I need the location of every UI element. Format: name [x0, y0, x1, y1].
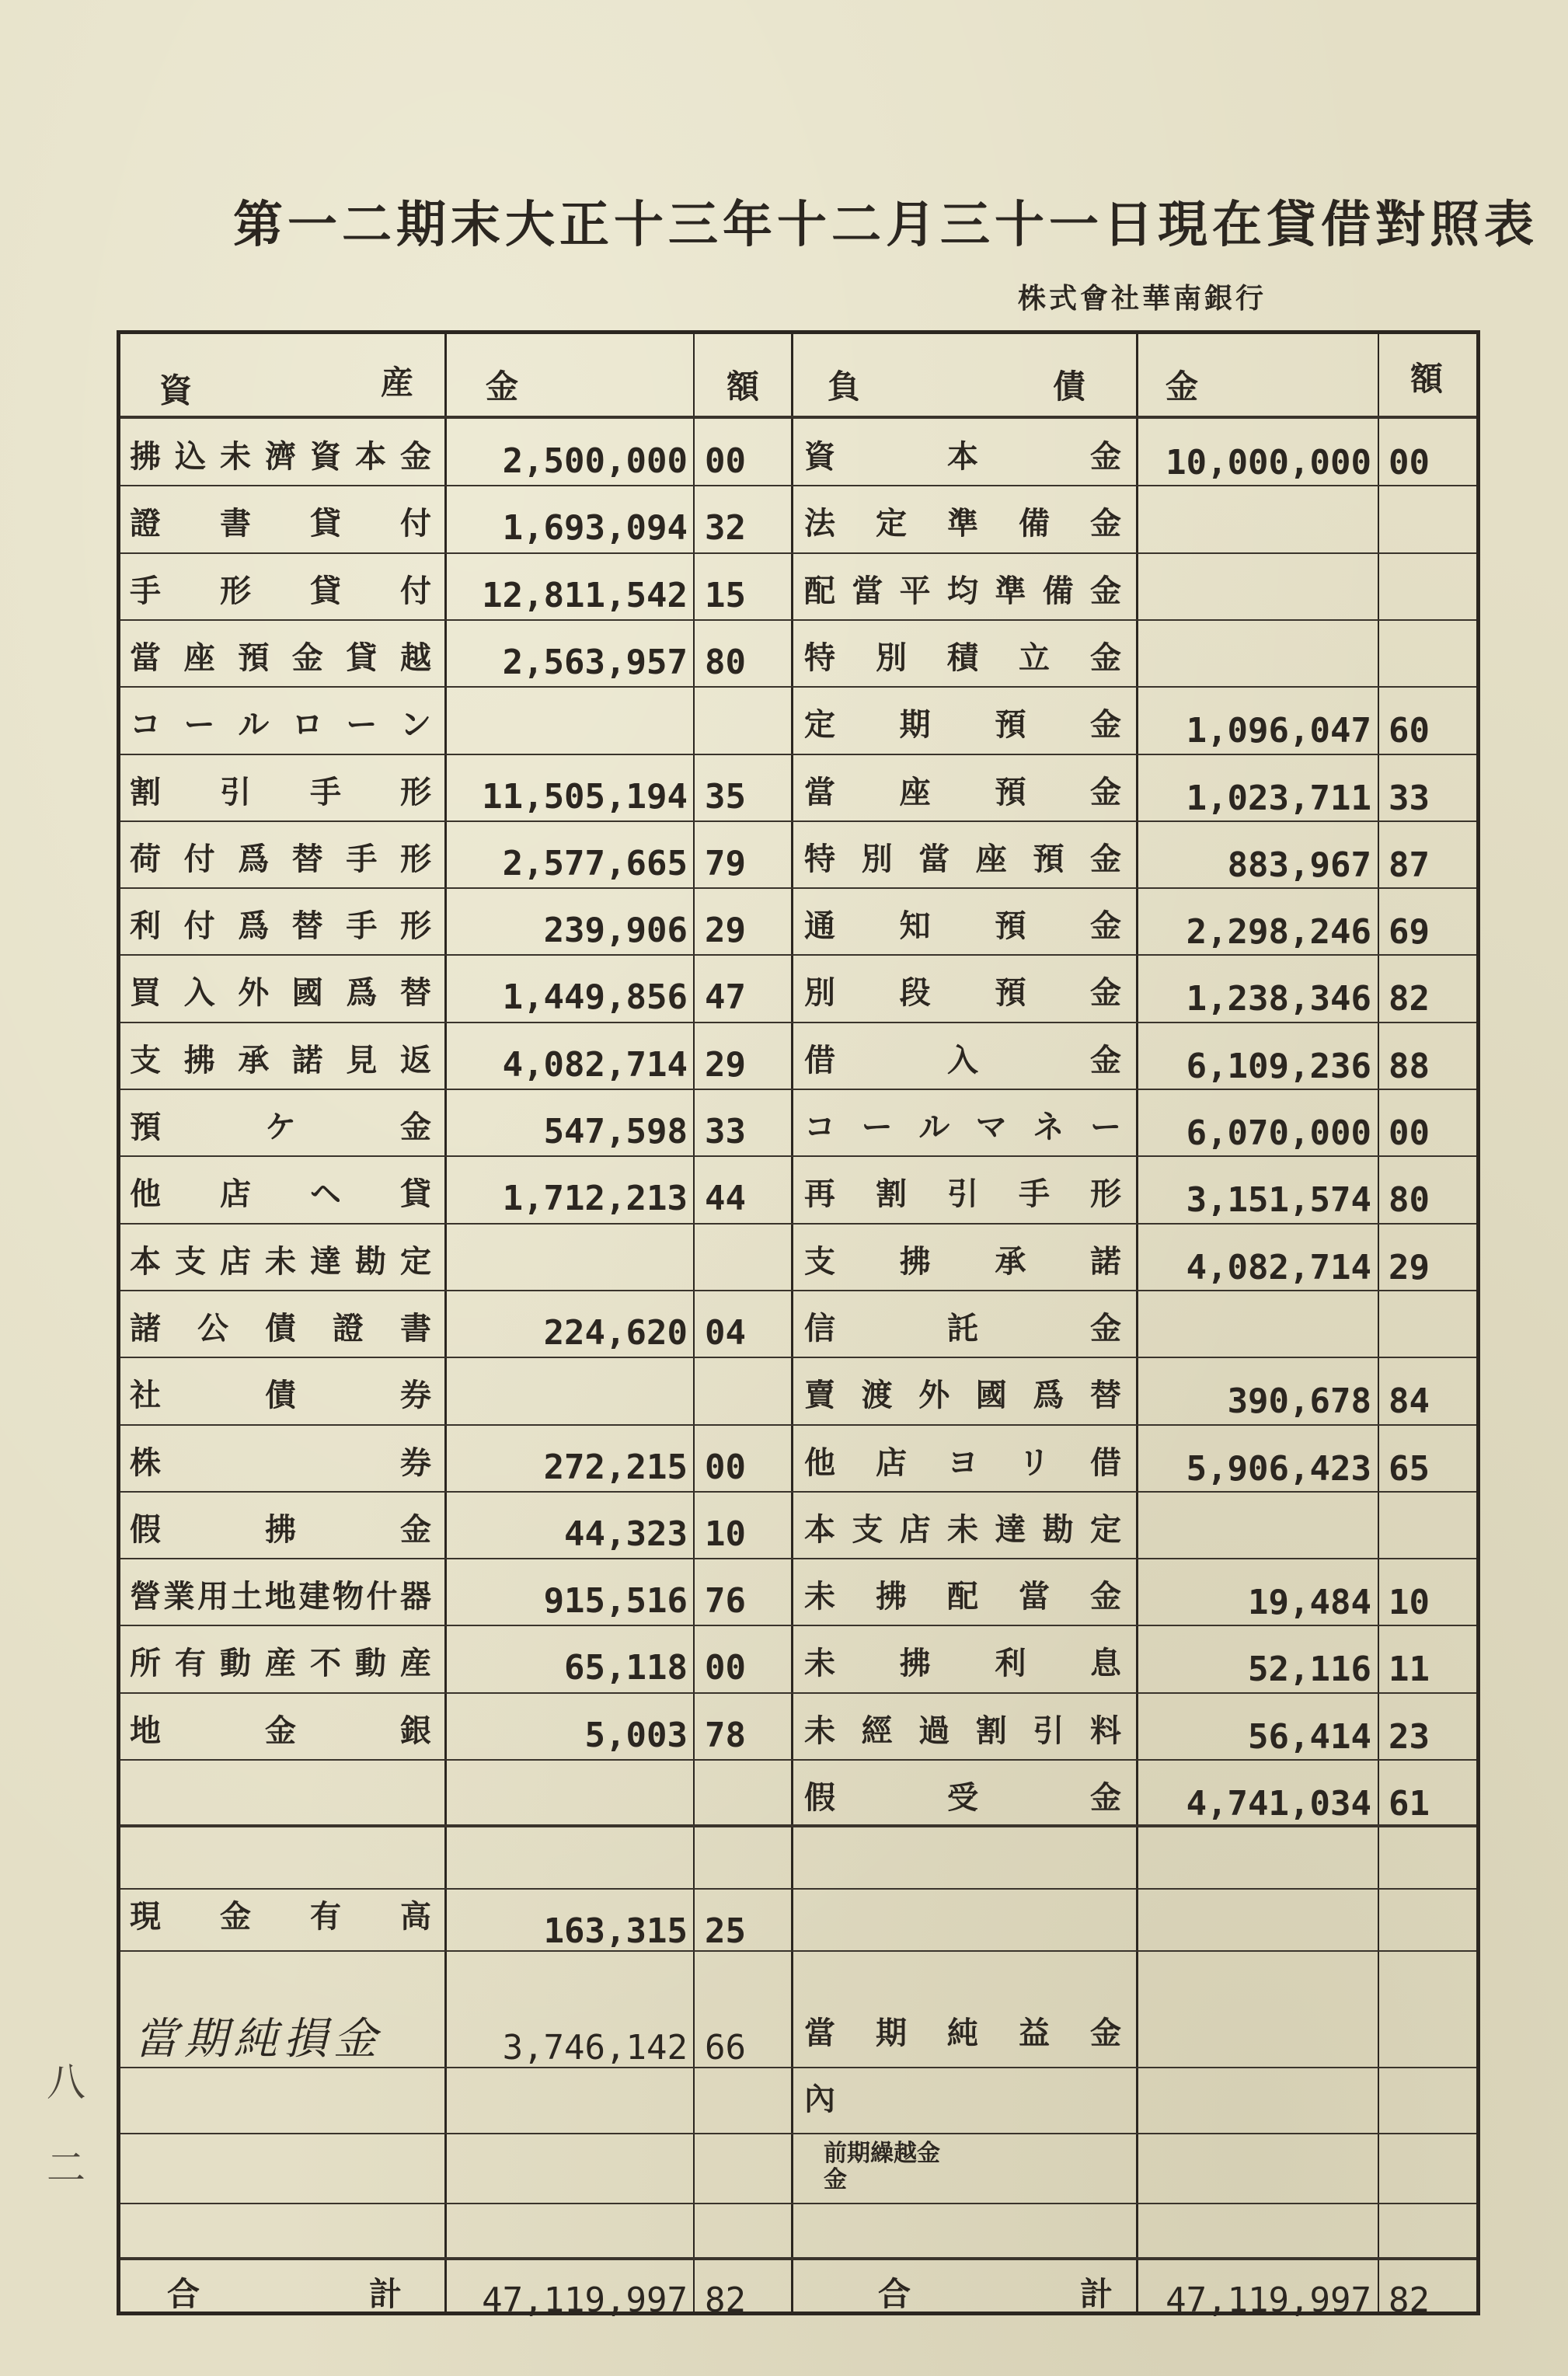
liability-yen: 56,414 — [1248, 1716, 1371, 1757]
asset-label: 荷 付 爲 替 手 形 — [130, 840, 433, 877]
asset-label: 地 金 銀 — [130, 1712, 433, 1749]
col-rule-liab-label — [1136, 334, 1138, 2312]
asset-sen: 29 — [705, 911, 746, 951]
liability-yen: 5,906,423 — [1186, 1448, 1371, 1489]
row-rule — [120, 1759, 1476, 1761]
liability-label: 通 知 預 金 — [804, 908, 1123, 945]
row-rule-net — [120, 2067, 1476, 2068]
asset-sen: 35 — [705, 776, 746, 817]
liability-label: 假 受 金 — [804, 1779, 1123, 1816]
asset-label: 買 入 外 國 爲 替 — [130, 974, 433, 1012]
asset-sen: 33 — [705, 1112, 746, 1151]
liability-sen: 88 — [1389, 1046, 1430, 1086]
asset-yen: 239,906 — [543, 911, 688, 951]
liability-sen: 11 — [1389, 1650, 1430, 1690]
liability-label: 賣 渡 外 國 爲 替 — [804, 1377, 1123, 1414]
liability-sen: 33 — [1389, 778, 1430, 818]
liability-sen: 00 — [1389, 443, 1430, 483]
row-rule — [120, 619, 1476, 621]
liability-sen: 65 — [1389, 1448, 1430, 1489]
asset-yen: 2,563,957 — [502, 642, 688, 682]
liability-yen: 19,484 — [1248, 1583, 1371, 1623]
asset-yen: 5,003 — [584, 1715, 688, 1755]
header-liabilities-1: 負 — [828, 368, 861, 406]
asset-yen: 1,449,856 — [502, 977, 688, 1018]
liability-sen: 84 — [1389, 1381, 1430, 1422]
asset-sen: 00 — [705, 1447, 746, 1487]
liability-label: 資 本 金 — [804, 438, 1123, 475]
asset-yen: 2,577,665 — [502, 843, 688, 883]
asset-sen: 78 — [705, 1715, 746, 1755]
balance-sheet-table — [117, 330, 1480, 2320]
header-amount-4: 額 — [1410, 360, 1444, 398]
row-rule — [120, 1290, 1476, 1291]
asset-label: 株 券 — [130, 1444, 433, 1481]
asset-sen: 44 — [705, 1179, 746, 1219]
liability-yen: 6,070,000 — [1186, 1113, 1371, 1153]
row-rule-inner — [120, 2133, 1476, 2134]
liability-label: 未 拂 配 當 金 — [804, 1578, 1123, 1615]
liability-sen: 60 — [1389, 711, 1430, 751]
liability-sen: 00 — [1389, 1113, 1430, 1153]
asset-sen: 15 — [705, 575, 746, 615]
header-assets-2: 産 — [381, 364, 414, 402]
asset-sen: 76 — [705, 1581, 746, 1622]
liability-sen: 61 — [1389, 1784, 1430, 1824]
liability-yen: 2,298,246 — [1186, 912, 1371, 953]
liability-label: コ ー ル マ ネ ー — [804, 1109, 1123, 1145]
liability-label: 借 入 金 — [804, 1041, 1123, 1078]
liability-yen: 883,967 — [1227, 845, 1371, 885]
header-assets-1: 資 — [159, 371, 193, 409]
liability-label: 特 別 積 立 金 — [804, 639, 1123, 676]
cash-sen: 25 — [705, 1911, 746, 1951]
liability-yen: 1,096,047 — [1186, 711, 1371, 751]
asset-yen: 65,118 — [564, 1648, 688, 1688]
asset-yen: 2,500,000 — [502, 441, 688, 481]
row-rule-blank — [120, 1824, 1476, 1826]
asset-label: 利 付 爲 替 手 形 — [130, 908, 433, 945]
asset-yen: 11,505,194 — [482, 776, 688, 817]
asset-label: 假 拂 金 — [130, 1510, 433, 1548]
liability-yen: 4,082,714 — [1186, 1247, 1371, 1287]
liability-label: 特 別 當 座 預 金 — [804, 840, 1123, 877]
asset-label: 所 有 動 産 不 動 産 — [130, 1645, 433, 1682]
row-rule — [120, 820, 1476, 822]
asset-label: 本 支 店 未 達 勘 定 — [130, 1242, 433, 1280]
row-rule — [120, 1357, 1476, 1358]
col-rule-asset-sen — [693, 334, 695, 2312]
row-rule — [120, 1089, 1476, 1090]
asset-label: 營 業 用 土 地 建 物 什 器 — [130, 1578, 433, 1615]
header-amount-1: 金 — [486, 368, 519, 406]
asset-label: 割 引 手 形 — [130, 773, 433, 810]
asset-yen: 1,693,094 — [502, 508, 688, 549]
asset-label: 社 債 券 — [130, 1377, 433, 1414]
row-rule — [120, 887, 1476, 889]
asset-sen: 29 — [705, 1044, 746, 1085]
total-asset-sen: 82 — [705, 2280, 746, 2320]
asset-label: 手 形 貸 付 — [130, 572, 433, 609]
asset-sen: 47 — [705, 977, 746, 1018]
row-rule — [120, 1155, 1476, 1157]
row-rule — [120, 1692, 1476, 1694]
liability-sen: 69 — [1389, 912, 1430, 953]
row-rule — [120, 954, 1476, 956]
liability-label: 他 店 ヨ リ 借 — [804, 1444, 1123, 1481]
liability-label: 法 定 準 備 金 — [804, 505, 1123, 542]
row-rule — [120, 754, 1476, 755]
liability-yen: 3,151,574 — [1186, 1180, 1371, 1221]
document-title: 第一二期末大正十三年十二月三十一日現在貸借對照表 — [233, 196, 1538, 254]
total-asset-yen: 47,119,997 — [482, 2280, 688, 2320]
asset-sen: 80 — [705, 642, 746, 682]
total-liab-yen: 47,119,997 — [1166, 2280, 1371, 2320]
row-rule — [120, 1223, 1476, 1225]
company-name: 株式會社華南銀行 — [1018, 282, 1267, 315]
liability-label: 再 割 引 手 形 — [804, 1176, 1123, 1213]
liability-yen: 1,023,711 — [1186, 778, 1371, 818]
net-loss-sen: 66 — [705, 2028, 746, 2068]
carry-forward-label: 前期繰越金 金 — [824, 2140, 940, 2193]
asset-label: 預 ケ 金 — [130, 1109, 433, 1145]
margin-mark-2: 二 — [47, 2145, 85, 2190]
liability-yen: 4,741,034 — [1186, 1784, 1371, 1824]
asset-sen: 00 — [705, 1648, 746, 1688]
liability-yen: 1,238,346 — [1186, 979, 1371, 1019]
cash-label: 現 金 有 高 — [130, 1898, 433, 1935]
row-rule — [120, 1491, 1476, 1493]
liability-label: 配 當 平 均 準 備 金 — [804, 572, 1123, 609]
total-label-asset-1: 合 — [167, 2275, 200, 2313]
liability-sen: 23 — [1389, 1716, 1430, 1757]
asset-label: 他 店 ヘ 貸 — [130, 1176, 433, 1213]
asset-yen: 272,215 — [543, 1447, 688, 1487]
total-liab-sen: 82 — [1389, 2280, 1430, 2320]
asset-sen: 32 — [705, 508, 746, 549]
header-rule — [120, 416, 1476, 419]
liability-label: 本 支 店 未 達 勘 定 — [804, 1510, 1123, 1548]
row-rule — [120, 1022, 1476, 1023]
asset-sen: 04 — [705, 1312, 746, 1353]
row-rule — [120, 1625, 1476, 1626]
liability-label: 別 段 預 金 — [804, 974, 1123, 1012]
liability-label: 定 期 預 金 — [804, 706, 1123, 744]
header-amount-2: 額 — [727, 368, 760, 406]
asset-label: 當 座 預 金 貸 越 — [130, 639, 433, 676]
total-rule — [120, 2257, 1476, 2260]
liability-yen: 390,678 — [1227, 1381, 1371, 1422]
col-rule-center — [791, 334, 793, 2312]
col-rule-asset-label — [444, 334, 447, 2312]
row-rule — [120, 1558, 1476, 1559]
row-rule — [120, 1424, 1476, 1426]
asset-label: 拂 込 未 濟 資 本 金 — [130, 438, 433, 475]
net-loss-label: 當期純損金 — [134, 2014, 383, 2064]
asset-yen: 547,598 — [543, 1112, 688, 1151]
cash-yen: 163,315 — [543, 1911, 688, 1951]
liability-sen: 29 — [1389, 1247, 1430, 1287]
row-rule-blank — [120, 1888, 1476, 1890]
total-label-asset-2: 計 — [369, 2275, 402, 2313]
liability-yen: 52,116 — [1248, 1650, 1371, 1690]
asset-yen: 12,811,542 — [482, 575, 688, 615]
asset-label: コ ー ル ロ ー ン — [130, 706, 433, 744]
asset-yen: 915,516 — [543, 1581, 688, 1622]
liability-sen: 82 — [1389, 979, 1430, 1019]
liability-label: 信 託 金 — [804, 1309, 1123, 1347]
liability-sen: 80 — [1389, 1180, 1430, 1221]
liability-label: 未 經 過 割 引 料 — [804, 1712, 1123, 1749]
margin-mark-1: 八 — [47, 2060, 85, 2105]
header-liabilities-2: 債 — [1053, 368, 1086, 406]
asset-label: 諸 公 債 證 書 — [130, 1309, 433, 1347]
total-label-liab-1: 合 — [878, 2275, 911, 2313]
col-rule-liab-sen — [1378, 334, 1379, 2312]
row-rule-carry — [120, 2203, 1476, 2204]
asset-label: 支 拂 承 諾 見 返 — [130, 1041, 433, 1078]
liability-sen: 87 — [1389, 845, 1430, 885]
total-label-liab-2: 計 — [1080, 2275, 1113, 2313]
liability-yen: 10,000,000 — [1166, 443, 1371, 483]
asset-label: 證 書 貸 付 — [130, 505, 433, 542]
row-rule — [120, 552, 1476, 554]
asset-sen: 00 — [705, 441, 746, 481]
header-amount-3: 金 — [1166, 368, 1199, 406]
asset-yen: 44,323 — [564, 1514, 688, 1554]
liability-label: 未 拂 利 息 — [804, 1645, 1123, 1682]
row-rule — [120, 485, 1476, 486]
asset-yen: 4,082,714 — [502, 1044, 688, 1085]
inner-label: 內 — [804, 2081, 837, 2117]
liability-label: 當 座 預 金 — [804, 773, 1123, 810]
asset-yen: 1,712,213 — [502, 1179, 688, 1219]
net-loss-yen: 3,746,142 — [502, 2028, 688, 2068]
row-rule — [120, 686, 1476, 688]
liability-label: 支 拂 承 諾 — [804, 1242, 1123, 1280]
asset-yen: 224,620 — [543, 1312, 688, 1353]
net-profit-label: 當 期 純 益 金 — [804, 2015, 1123, 2051]
liability-yen: 6,109,236 — [1186, 1046, 1371, 1086]
liability-sen: 10 — [1389, 1583, 1430, 1623]
row-rule — [120, 1826, 1476, 1827]
asset-sen: 10 — [705, 1514, 746, 1554]
row-rule-cash — [120, 1950, 1476, 1952]
asset-sen: 79 — [705, 843, 746, 883]
